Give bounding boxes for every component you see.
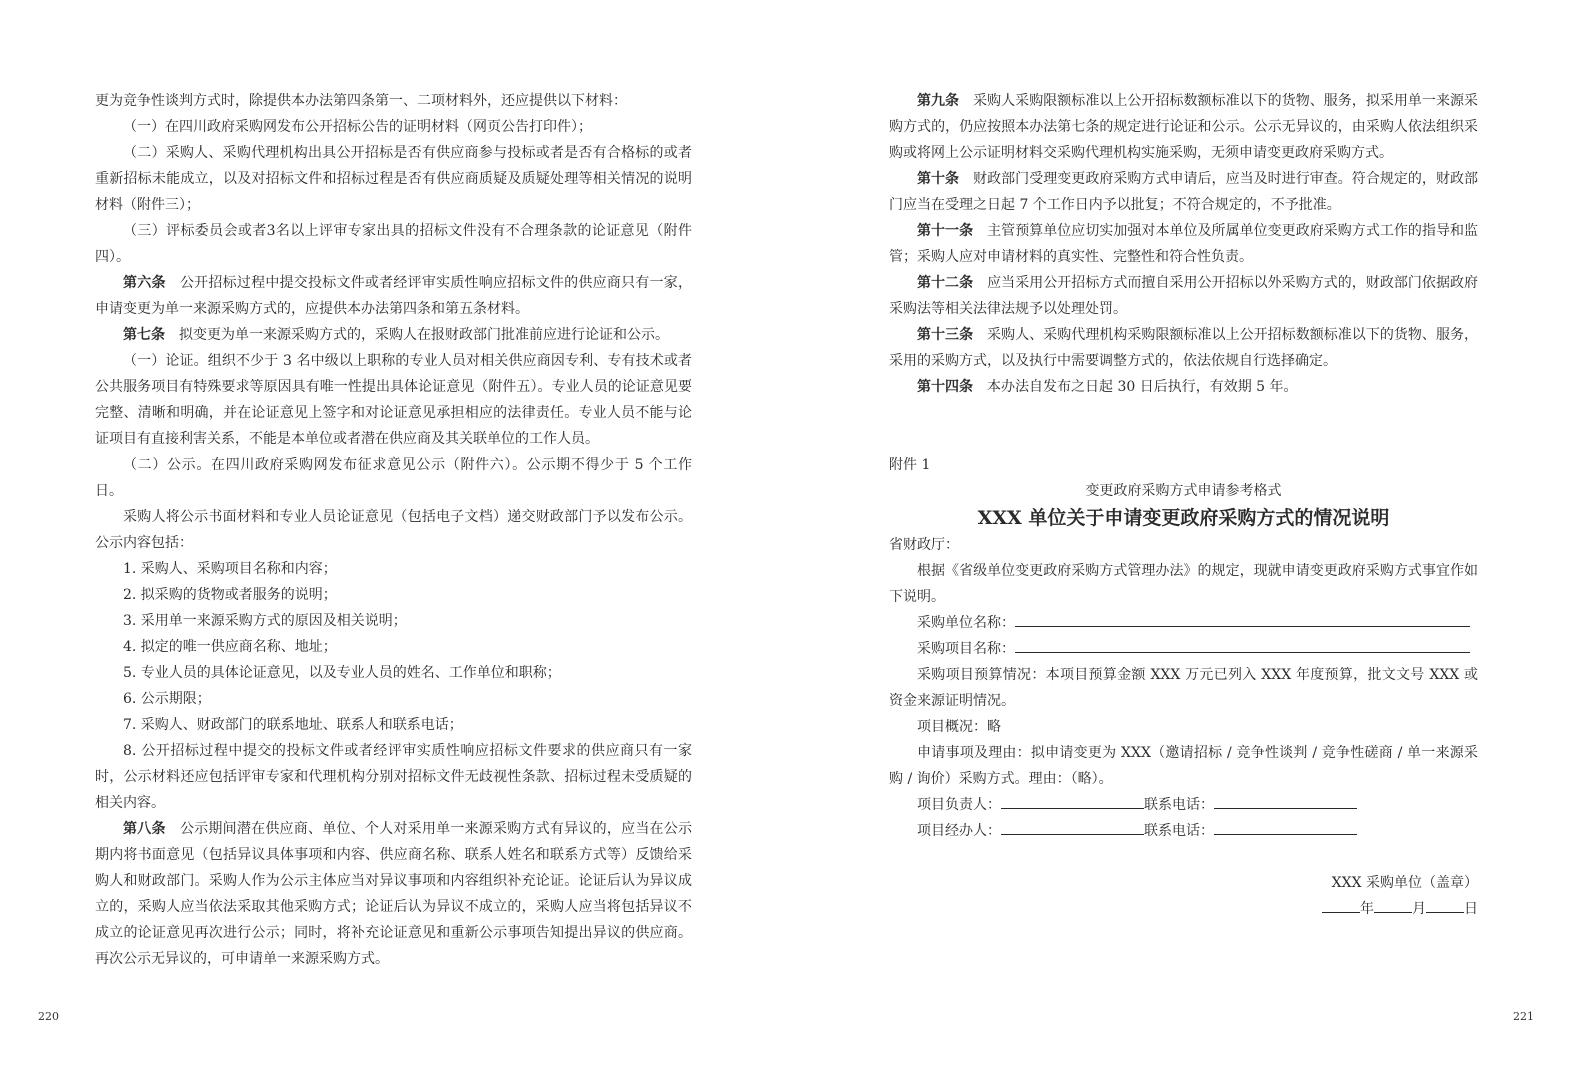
- list-item: 7. 采购人、财政部门的联系地址、联系人和联系电话；: [123, 717, 463, 733]
- phone-blank: [1214, 819, 1357, 835]
- salutation: 省财政厅：: [889, 537, 959, 553]
- month-label: 月: [1412, 901, 1426, 917]
- paragraph: （二）公示。在四川政府采购网发布征求意见公示（附件六）。公示期不得少于 5 个工作日。: [95, 457, 692, 499]
- article-9: [889, 88, 1478, 166]
- left-page: [0, 0, 793, 1077]
- article-6: [95, 270, 692, 322]
- list-item: 3. 采用单一来源采购方式的原因及相关说明；: [123, 613, 407, 629]
- article-label: 第八条: [123, 821, 166, 837]
- article-text: 本办法自发布之日起 30 日后执行，有效期 5 年。: [987, 379, 1298, 395]
- handler-blank: [1001, 819, 1144, 835]
- article-7: [95, 322, 692, 348]
- paragraph: （二）采购人、采购代理机构出具公开招标是否有供应商参与投标或者是否有合格标的或者重新招标未能成立，以及对招标文件和招标过程是否有供应商质疑及质疑处理等相关情况的说明材料（附件三）；: [95, 145, 692, 213]
- phone-label: 联系电话：: [1144, 797, 1214, 813]
- article-8: [95, 816, 692, 972]
- article-label: 第九条: [917, 93, 960, 109]
- article-text: 主管预算单位应切实加强对本单位及所属单位变更政府采购方式工作的指导和监管；采购人应对申请材料的真实性、完整性和符合性负责。: [889, 223, 1479, 265]
- phone-label: 联系电话：: [1144, 823, 1214, 839]
- person-in-charge-row: [889, 792, 1478, 818]
- right-page-body: [889, 88, 1478, 922]
- article-label: 第十一条: [917, 223, 974, 239]
- article-label: 第十四条: [917, 379, 973, 395]
- article-13: [889, 322, 1478, 374]
- intro-paragraph: 根据《省级单位变更政府采购方式管理办法》的规定，现就申请变更政府采购方式事宜作如下说明。: [889, 563, 1478, 605]
- article-text: 采购人、采购代理机构采购限额标准以上公开招标数额标准以下的货物、服务，采用的采购方式，以及执行中需要调整方式的，依法依规自行选择确定。: [889, 327, 1479, 369]
- unit-name-row: [889, 610, 1478, 636]
- paragraph: （一）论证。组织不少于 3 名中级以上职称的专业人员对相关供应商因专利、专有技术或者公共服务项目有特殊要求等原因具有唯一性提出具体论证意见（附件五）。专业人员的论证意见要完整、清晰和明确，并在论证意见上签字和对论证意见承担相应的法律责任。专业人员不能与论证项目有直接利害关系，不能是本单位或者潜在供应商及其关联单位的工作人员。: [95, 353, 692, 447]
- project-name-blank: [1015, 637, 1470, 653]
- list-item: 8. 公开招标过程中提交的投标文件或者经评审实质性响应招标文件要求的供应商只有一家时，公示材料还应包括评审专家和代理机构分别对招标文件无歧视性条款、招标过程未受质疑的相关内容。: [95, 743, 692, 811]
- budget-paragraph: 采购项目预算情况：本项目预算金额 XXX 万元已列入 XXX 年度预算，批文文号 XXX 或资金来源证明情况。: [889, 667, 1478, 709]
- unit-name-blank: [1015, 611, 1470, 627]
- list-item: 2. 拟采购的货物或者服务的说明；: [123, 587, 337, 603]
- paragraph: 更为竞争性谈判方式时，除提供本办法第四条第一、二项材料外，还应提供以下材料：: [95, 93, 627, 109]
- attachment-subtitle: 变更政府采购方式申请参考格式: [1085, 483, 1282, 499]
- list-item: 5. 专业人员的具体论证意见，以及专业人员的姓名、工作单位和职称；: [123, 665, 561, 681]
- article-text: 拟变更为单一来源采购方式的，采购人在报财政部门批准前应进行论证和公示。: [179, 327, 669, 343]
- article-text: 公开招标过程中提交投标文件或者经评审实质性响应招标文件的供应商只有一家，申请变更为单一来源采购方式的，应提供本办法第四条和第五条材料。: [95, 275, 693, 317]
- paragraph: 采购人将公示书面材料和专业人员论证意见（包括电子文档）递交财政部门予以发布公示。公示内容包括：: [95, 509, 692, 551]
- phone-blank: [1214, 793, 1357, 809]
- article-text: 应当采用公开招标方式而擅自采用公开招标以外采购方式的，财政部门依据政府采购法等相关法律法规予以处理处罚。: [889, 275, 1479, 317]
- list-item: 1. 采购人、采购项目名称和内容；: [123, 561, 337, 577]
- left-page-body: [95, 88, 692, 972]
- article-11: [889, 218, 1478, 270]
- spacer: [889, 844, 1478, 870]
- article-14: [889, 374, 1478, 400]
- handler-label: 项目经办人：: [917, 823, 1001, 839]
- paragraph: （三）评标委员会或者3名以上评审专家出具的招标文件没有不合理条款的论证意见（附件四）。: [95, 223, 692, 265]
- article-label: 第十三条: [917, 327, 974, 343]
- reason-paragraph: 申请事项及理由：拟申请变更为 XXX（邀请招标 / 竞争性谈判 / 竞争性磋商 / 单一来源采购 / 询价）采购方式。理由：（略）。: [889, 745, 1478, 787]
- project-name-label: 采购项目名称：: [917, 641, 1015, 657]
- article-text: 财政部门受理变更政府采购方式申请后，应当及时进行审查。符合规定的，财政部门应当在受理之日起 7 个工作日内予以批复；不符合规定的，不予批准。: [889, 171, 1479, 213]
- day-blank: [1426, 897, 1464, 913]
- project-name-row: [889, 636, 1478, 662]
- year-label: 年: [1360, 901, 1374, 917]
- article-label: 第十二条: [917, 275, 974, 291]
- article-12: [889, 270, 1478, 322]
- list-item: 6. 公示期限；: [123, 691, 211, 707]
- right-page: [793, 0, 1586, 1077]
- article-text: 采购人采购限额标准以上公开招标数额标准以下的货物、服务，拟采用单一来源采购方式的，仍应按照本办法第七条的规定进行论证和公示。公示无异议的，由采购人依法组织采购或将网上公示证明材料交采购代理机构实施采购，无须申请变更政府采购方式。: [889, 93, 1479, 161]
- article-label: 第十条: [917, 171, 960, 187]
- article-text: 公示期间潜在供应商、单位、个人对采用单一来源采购方式有异议的，应当在公示期内将书面意见（包括异议具体事项和内容、供应商名称、联系人姓名和联系方式等）反馈给采购人和财政部门。采购人作为公示主体应当对异议事项和内容组织补充论证。论证后认为异议成立的，采购人应当依法采取其他采购方式；论证后认为异议不成立的，采购人应当将包括异议不成立的论证意见再次进行公示；同时，将补充论证意见和重新公示事项告知提出异议的供应商。再次公示无异议的，可申请单一来源采购方式。: [95, 821, 693, 967]
- spacer: [889, 400, 1478, 452]
- signature: XXX 采购单位（盖章）: [1331, 875, 1478, 891]
- person-in-charge-label: 项目负责人：: [917, 797, 1001, 813]
- article-label: 第六条: [123, 275, 166, 291]
- attachment-title: XXX 单位关于申请变更政府采购方式的情况说明: [977, 507, 1390, 529]
- article-10: [889, 166, 1478, 218]
- unit-name-label: 采购单位名称：: [917, 615, 1015, 631]
- date-row: [889, 896, 1478, 922]
- article-label: 第七条: [123, 327, 165, 343]
- year-blank: [1322, 897, 1360, 913]
- day-label: 日: [1464, 901, 1478, 917]
- overview-paragraph: 项目概况：略: [917, 719, 1001, 735]
- person-in-charge-blank: [1001, 793, 1144, 809]
- page-number: 220: [38, 1010, 59, 1023]
- handler-row: [889, 818, 1478, 844]
- page-number: 221: [1513, 1010, 1534, 1023]
- attachment-label: 附件 1: [889, 457, 931, 473]
- list-item: 4. 拟定的唯一供应商名称、地址；: [123, 639, 337, 655]
- month-blank: [1374, 897, 1412, 913]
- paragraph: （一）在四川政府采购网发布公开招标公告的证明材料（网页公告打印件）；: [123, 119, 592, 135]
